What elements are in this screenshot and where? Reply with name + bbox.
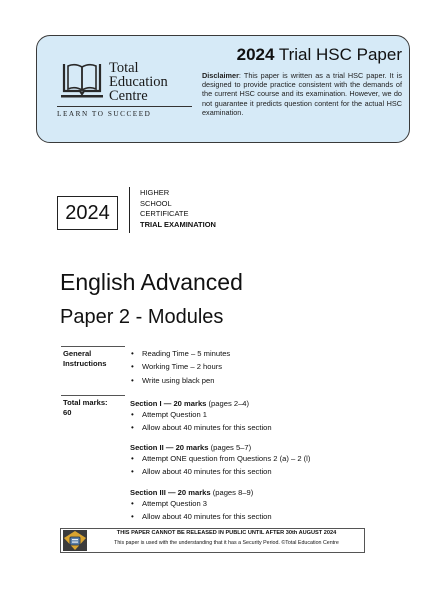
section-1-heading [130, 399, 249, 408]
trial-title-rest: Trial HSC Paper [274, 45, 402, 64]
logo-divider [57, 106, 192, 107]
list-item: • Allow about 40 minutes for this section [130, 465, 310, 478]
section-1-title: Section I — 20 marks [130, 399, 207, 408]
section-2-list [130, 452, 310, 479]
total-marks-line-1: Total marks: [63, 398, 108, 407]
section-3-list [130, 497, 272, 524]
list-item: • Allow about 40 minutes for this section [130, 510, 272, 523]
hsc-line-4: TRIAL EXAMINATION [140, 219, 216, 229]
trial-year: 2024 [236, 45, 275, 64]
list-item: • Attempt Question 1 [130, 408, 272, 421]
general-instructions-rule [61, 346, 125, 347]
section-2-heading [130, 443, 251, 452]
hsc-line-1: HIGHER [140, 188, 170, 197]
total-marks-value: 60 [63, 408, 72, 417]
section-3-title: Section III — 20 marks [130, 488, 211, 497]
release-notice: THIS PAPER CANNOT BE RELEASED IN PUBLIC UNTIL AFTER 30th AUGUST 2024 [116, 530, 337, 536]
total-marks-rule [61, 395, 125, 396]
logo-line-2: Education [109, 74, 168, 90]
hsc-line-2: SCHOOL [140, 198, 172, 208]
total-education-centre-logo [57, 58, 192, 138]
logo-name [109, 61, 168, 103]
section-2-pages: (pages 5–7) [208, 443, 252, 452]
logo-line-3: Centre [109, 88, 148, 104]
hsc-divider [129, 187, 130, 233]
list-item: • Attempt ONE question from Questions 2 (a) – 2 (l) [130, 452, 310, 465]
list-item: • Attempt Question 3 [130, 497, 272, 510]
disclaimer-text: : This paper is written as a trial HSC paper. It is designed to provide practice consistent with the demands of the current HSC course and its examination. However, we do not guarantee it predicts question content for the actual HSC examination. [202, 71, 402, 117]
general-label-line-1: General [63, 349, 92, 358]
list-item: • Working Time – 2 hours [130, 360, 230, 373]
section-3-pages: (pages 8–9) [210, 488, 254, 497]
hsc-line-3: CERTIFICATE [140, 209, 189, 218]
total-marks-label [63, 398, 108, 418]
logo-line-1: Total [109, 60, 139, 76]
section-2-title: Section II — 20 marks [130, 443, 209, 452]
list-item: • Write using black pen [130, 374, 230, 387]
section-1-pages: (pages 2–4) [206, 399, 250, 408]
subject-title: English Advanced [60, 269, 243, 295]
general-instructions-label [63, 349, 106, 369]
disclaimer [202, 71, 402, 117]
section-3-heading [130, 488, 253, 497]
security-notice: This paper is used with the understanding that it has a Security Period. ©Total Education Centre [114, 540, 339, 546]
list-item: • Reading Time – 5 minutes [130, 347, 230, 360]
list-item: • Allow about 40 minutes for this section [130, 421, 272, 434]
trial-paper-title [202, 45, 402, 65]
open-book-icon [59, 60, 105, 98]
exam-year-box: 2024 [57, 196, 118, 230]
header-box [36, 35, 410, 143]
section-1-list [130, 408, 272, 435]
general-label-line-2: Instructions [63, 359, 107, 368]
security-seal-icon [62, 529, 88, 552]
logo-tagline: LEARN TO SUCCEED [57, 110, 152, 118]
paper-title: Paper 2 - Modules [60, 306, 224, 328]
disclaimer-label: Disclaimer [202, 71, 239, 80]
hsc-label [140, 188, 216, 230]
general-instructions-list [130, 347, 230, 387]
